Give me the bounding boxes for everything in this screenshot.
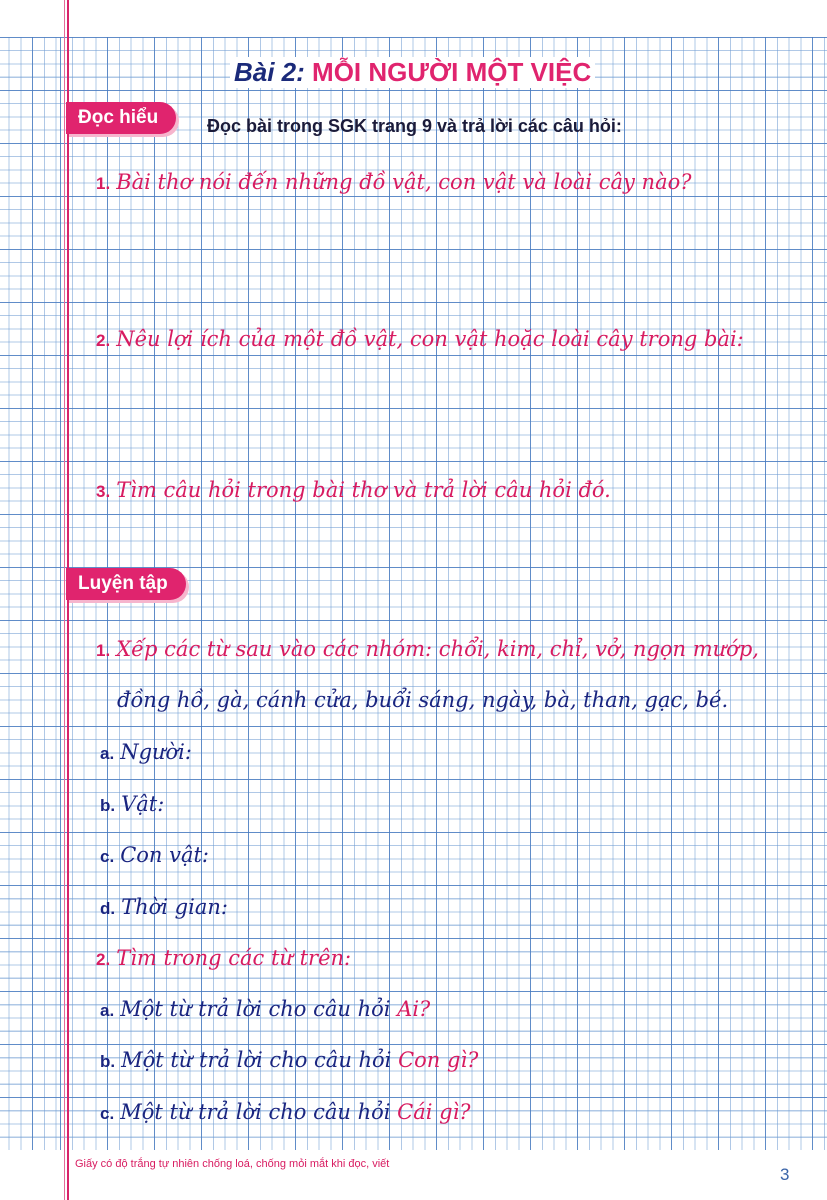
- item-highlight: Con gì?: [398, 1048, 479, 1072]
- question-number: 1.: [96, 174, 111, 193]
- question-text: Bài thơ nói đến những đồ vật, con vật và loài cây nào?: [116, 170, 692, 194]
- reading-question-2: [96, 327, 744, 351]
- group-item-d: [100, 895, 228, 919]
- item-label: a.: [100, 1001, 115, 1020]
- item-label: c.: [100, 1104, 115, 1123]
- group-item-a: [100, 740, 192, 764]
- item-label: b.: [100, 1052, 116, 1071]
- item-text: Vật:: [121, 792, 165, 816]
- group-item-b: [100, 792, 164, 816]
- find-item-a: [100, 997, 430, 1021]
- footer-note: Giấy có độ trắng tự nhiên chống loá, chống mỏi mắt khi đọc, viết: [75, 1158, 390, 1170]
- item-text: Người:: [120, 740, 192, 764]
- practice-question-2: [96, 946, 351, 970]
- question-text: Tìm trong các từ trên:: [116, 946, 352, 970]
- question-text: Xếp các từ sau vào các nhóm: chổi, kim, chỉ, vở, ngọn mướp,: [116, 637, 759, 661]
- reading-instruction: Đọc bài trong SGK trang 9 và trả lời các câu hỏi:: [207, 116, 622, 136]
- top-margin: [0, 0, 827, 37]
- question-number: 1.: [96, 641, 111, 660]
- item-label: d.: [100, 899, 116, 918]
- question-number: 2.: [96, 950, 111, 969]
- question-text: Nêu lợi ích của một đồ vật, con vật hoặc loài cây trong bài:: [116, 327, 744, 351]
- find-item-b: [100, 1048, 478, 1072]
- item-highlight: Cái gì?: [397, 1100, 471, 1124]
- item-text: Thời gian:: [121, 895, 228, 919]
- item-text: Một từ trả lời cho câu hỏi: [121, 1048, 392, 1072]
- practice-question-1: [96, 637, 759, 661]
- item-label: a.: [100, 744, 115, 763]
- page-number: 3: [780, 1165, 790, 1184]
- item-label: b.: [100, 796, 116, 815]
- question-text: Tìm câu hỏi trong bài thơ và trả lời câu hỏi đó.: [116, 478, 611, 502]
- question-number: 3.: [96, 482, 111, 501]
- reading-question-3: [96, 478, 611, 502]
- find-item-c: [100, 1100, 471, 1124]
- question-number: 2.: [96, 331, 111, 350]
- margin-line: [67, 0, 69, 1200]
- lesson-name: MỖI NGƯỜI MỘT VIỆC: [312, 57, 592, 87]
- item-label: c.: [100, 847, 115, 866]
- practice-question-1-continued: đồng hồ, gà, cánh cửa, buổi sáng, ngày, bà, than, gạc, bé.: [117, 688, 729, 712]
- item-text: Một từ trả lời cho câu hỏi: [120, 997, 391, 1021]
- margin-line-inner: [64, 0, 65, 1200]
- reading-question-1: [96, 170, 692, 194]
- group-item-c: [100, 843, 209, 867]
- item-highlight: Ai?: [397, 997, 431, 1021]
- practice-badge: Luyện tập: [66, 568, 186, 600]
- lesson-number: Bài 2:: [234, 57, 305, 87]
- lesson-title: [230, 57, 595, 88]
- item-text: Một từ trả lời cho câu hỏi: [120, 1100, 391, 1124]
- item-text: Con vật:: [120, 843, 209, 867]
- reading-badge: Đọc hiểu: [66, 102, 176, 134]
